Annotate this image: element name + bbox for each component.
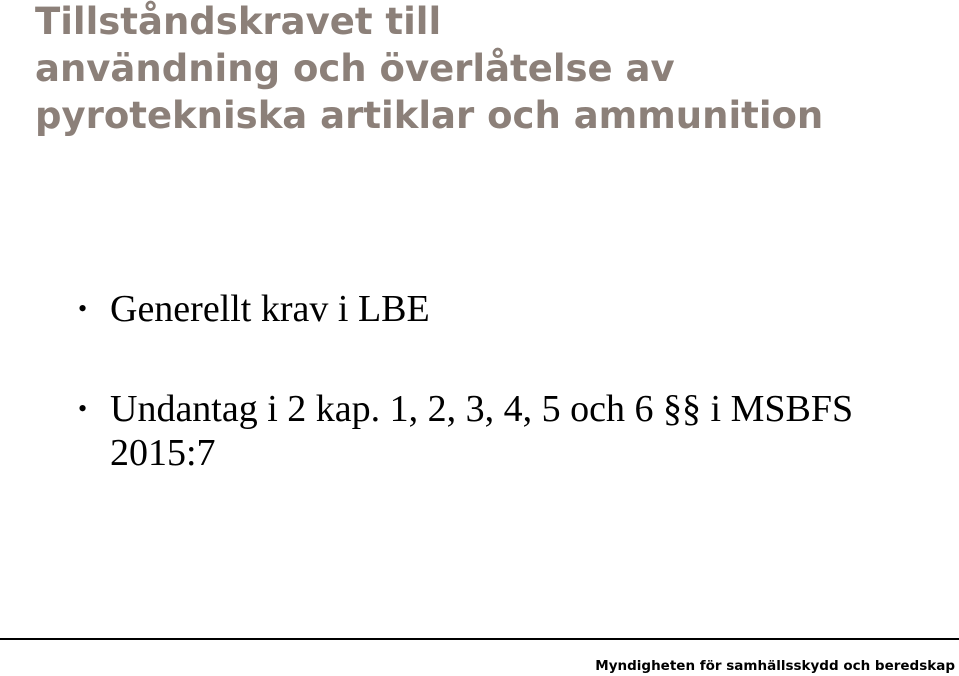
bullet-marker: •: [78, 294, 88, 323]
title-line: pyrotekniska artiklar och ammunition: [35, 94, 824, 137]
bullet-item: [78, 287, 938, 331]
bullet-text: Undantag i 2 kap. 1, 2, 3, 4, 5 och 6 §§ i MSBFS 2015:7: [110, 388, 854, 474]
footer-organization: Myndigheten för samhällsskydd och beredskap: [595, 658, 955, 674]
slide-title: [35, 0, 935, 139]
title-line: Tillståndskravet till: [35, 0, 442, 43]
footer-divider: [0, 638, 959, 640]
bullet-marker: •: [78, 394, 88, 423]
bullet-item: [78, 387, 938, 475]
title-line: användning och överlåtelse av: [35, 47, 675, 90]
bullet-list: [78, 287, 938, 475]
bullet-text: Generellt krav i LBE: [110, 288, 430, 330]
